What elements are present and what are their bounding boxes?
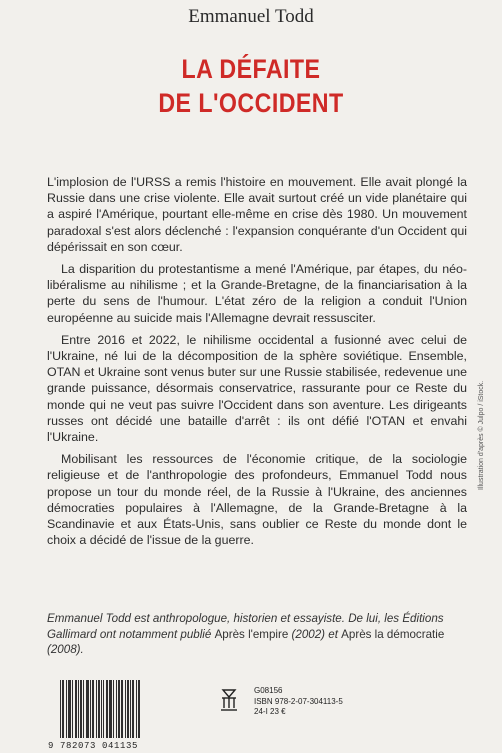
book-title xyxy=(35,52,467,120)
publisher-logo-icon xyxy=(219,686,239,714)
bio-book-2: Après la démocratie xyxy=(341,627,445,641)
price-label: 24-I 23 € xyxy=(254,707,286,716)
barcode-image xyxy=(60,680,140,738)
product-code: G08156 xyxy=(254,686,283,695)
bio-year-1: (2002) et xyxy=(288,627,342,641)
bio-book-1: Après l'empire xyxy=(214,627,289,641)
title-line-2: DE L'OCCIDENT xyxy=(158,88,344,118)
blurb-paragraph-1: L'implosion de l'URSS a remis l'histoire en mouvement. Elle avait plongé la Russie dans une crise violente. Elle avait surtout créé un vide planétaire qui a aspiré l'Amérique, pourtant elle-même en crise dès 1980. Un mouvement paradoxal s'est alors déclenché : l'expansion conquérante d'un Occident qui dépérissait en son cœur. xyxy=(47,175,467,254)
title-line-1: LA DÉFAITE xyxy=(181,54,321,84)
blurb-paragraph-2: La disparition du protestantisme a mené l'Amérique, par étapes, du néo-libéralisme au nihilisme ; et la Grande-Bretagne, de la financiarisation à la perte du sens de l'humour. L'état zéro de la religion a conduit l'Union européenne au suicide mais l'Allemagne devrait ressusciter. xyxy=(47,262,467,325)
blurb-paragraph-4: Mobilisant les ressources de l'économie critique, de la sociologie religieuse et de l'anthropologie des profondeurs, Emmanuel Todd nous propose un tour du monde réel, de la Russie à l'Ukraine, des anciennes démocraties populaires à l'Allemagne, de la Grande-Bretagne à la Scandinavie et aux États-Unis, sans oublier ce Reste du monde dont le choix a décidé de l'issue de la guerre. xyxy=(47,452,467,548)
isbn-number: ISBN 978-2-07-304113-5 xyxy=(254,696,343,706)
bio-text: Emmanuel Todd est anthropologue, historien et essayiste. De lui, les Éditions Gallimard ont notamment publié xyxy=(47,612,444,641)
book-info xyxy=(254,686,343,718)
barcode-number: 9 782073 041135 xyxy=(48,741,139,751)
blurb-paragraph-3: Entre 2016 et 2022, le nihilisme occidental a fusionné avec celui de l'Ukraine, né lui de la décomposition de la sphère soviétique. Ensemble, OTAN et Ukraine sont venus buter sur une Russie stabilisée, redevenue une grande puissance, désormais conservatrice, rassurante pour ce Reste du monde qui ne veut pas suivre l'Occident dans son aventure. Les dirigeants russes ont décidé une bataille d'arrêt : ils ont défié l'OTAN et envahi l'Ukraine. xyxy=(47,332,467,445)
author-bio xyxy=(47,611,467,658)
illustration-credit: Illustration d'après © Julpo / iStock. xyxy=(478,380,485,490)
back-cover-blurb xyxy=(47,174,467,554)
bio-year-2: (2008). xyxy=(47,643,84,656)
author-name: Emmanuel Todd xyxy=(188,6,314,27)
